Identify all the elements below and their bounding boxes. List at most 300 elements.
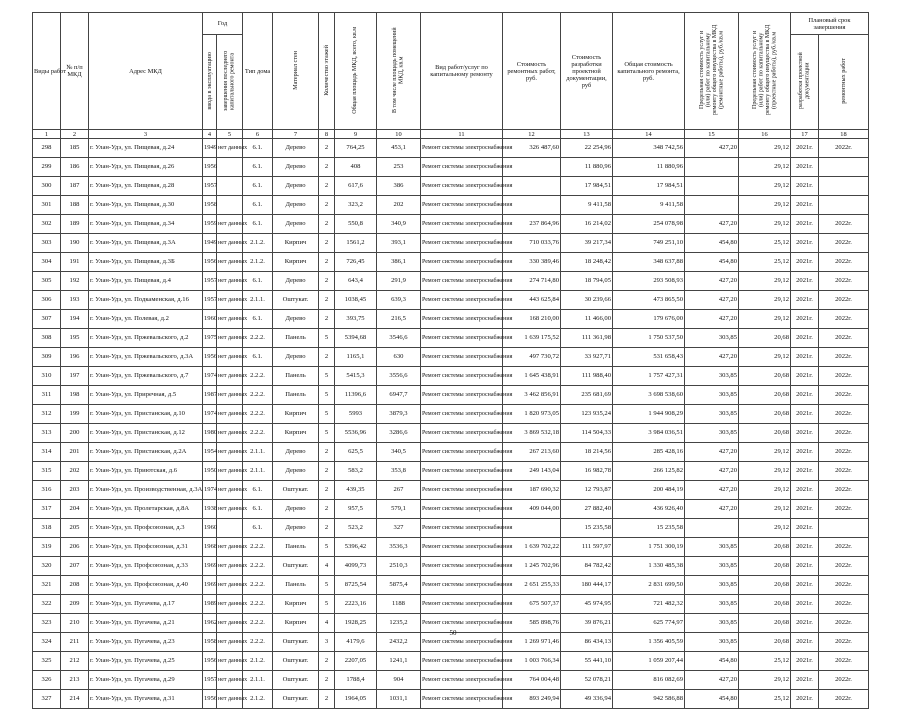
premises-area-cell: 3286,6 — [377, 424, 421, 443]
design-cost-cell: 16 214,02 — [561, 215, 613, 234]
address-cell: г. Улан-Удэ, ул. Пугачева, д.31 — [89, 690, 203, 709]
deadline-design-cell: 2021г. — [791, 367, 819, 386]
header-limit-design: Предельная стоимость услуг и (или) работ по капитальному ремонту общего имущества в МКД (проектные работы), руб./кв.м — [739, 13, 791, 130]
deadline-design-cell: 2021г. — [791, 329, 819, 348]
total-cost-cell: 1 330 485,38 — [613, 557, 685, 576]
wall-material-cell: Дерево — [273, 519, 319, 538]
limit-repair-cell: 454,80 — [685, 234, 739, 253]
limit-design-cell: 20,68 — [739, 367, 791, 386]
limit-design-cell: 29,12 — [739, 310, 791, 329]
wall-material-cell: Оштукат. — [273, 652, 319, 671]
floors-cell: 2 — [319, 310, 335, 329]
year-built-cell: 1950 — [203, 462, 217, 481]
last-repair-cell: нет данных — [217, 595, 243, 614]
repair-cost-cell: 409 044,00 — [503, 500, 561, 519]
premises-area-cell: 6947,7 — [377, 386, 421, 405]
limit-repair-cell: 427,20 — [685, 481, 739, 500]
table-row — [33, 291, 869, 310]
limit-repair-cell — [685, 196, 739, 215]
work-type-cell: 308 — [33, 329, 61, 348]
repair-cost-cell: 497 730,72 — [503, 348, 561, 367]
year-built-cell: 1956 — [203, 158, 217, 177]
repair-cost-cell: 326 487,60 — [503, 139, 561, 158]
last-repair-cell: нет данных — [217, 405, 243, 424]
address-cell: г. Улан-Удэ, ул. Пищевая, д.26 — [89, 158, 203, 177]
limit-repair-cell: 427,20 — [685, 291, 739, 310]
work-kind-cell: Ремонт системы электроснабжения — [421, 310, 503, 329]
premises-area-cell: 340,5 — [377, 443, 421, 462]
design-cost-cell: 18 248,42 — [561, 253, 613, 272]
limit-design-cell: 29,12 — [739, 158, 791, 177]
last-repair-cell: нет данных — [217, 576, 243, 595]
deadline-design-cell: 2021г. — [791, 177, 819, 196]
header-total-area: Общая площадь МКД, всего, кв.м — [335, 13, 377, 130]
address-cell: г. Улан-Удэ, ул. Пристанская, д.10 — [89, 405, 203, 424]
mkd-number-cell: 210 — [61, 614, 89, 633]
total-cost-cell: 1 944 908,29 — [613, 405, 685, 424]
total-area-cell: 2207,05 — [335, 652, 377, 671]
deadline-repair-cell: 2022г. — [819, 367, 869, 386]
header-address: Адрес МКД — [89, 13, 203, 130]
total-area-cell: 1038,45 — [335, 291, 377, 310]
deadline-design-cell: 2021г. — [791, 348, 819, 367]
capital-repair-table — [32, 12, 869, 709]
total-cost-cell: 1 750 537,50 — [613, 329, 685, 348]
table-row — [33, 595, 869, 614]
mkd-number-cell: 211 — [61, 633, 89, 652]
limit-design-cell: 29,12 — [739, 139, 791, 158]
header-plan-deadline: Плановый срок завершения — [791, 13, 869, 35]
limit-repair-cell: 303,85 — [685, 386, 739, 405]
floors-cell: 4 — [319, 614, 335, 633]
mkd-number-cell: 186 — [61, 158, 89, 177]
limit-design-cell: 29,12 — [739, 215, 791, 234]
work-type-cell: 314 — [33, 443, 61, 462]
year-built-cell: 1938 — [203, 500, 217, 519]
work-kind-cell: Ремонт системы электроснабжения — [421, 234, 503, 253]
year-built-cell: 1957 — [203, 272, 217, 291]
house-type-cell: 6.1. — [243, 310, 273, 329]
deadline-repair-cell: 2022г. — [819, 595, 869, 614]
mkd-number-cell: 200 — [61, 424, 89, 443]
premises-area-cell: 340,9 — [377, 215, 421, 234]
column-number: 2 — [61, 130, 89, 139]
header-deadline-repair: ремонтных работ — [819, 35, 869, 130]
header-work-kind: Вид работ/услуг по капитальному ремонту — [421, 13, 503, 130]
house-type-cell: 6.1. — [243, 519, 273, 538]
floors-cell: 2 — [319, 443, 335, 462]
total-cost-cell: 531 658,43 — [613, 348, 685, 367]
year-built-cell: 1962 — [203, 614, 217, 633]
address-cell: г. Улан-Удэ, ул. Пржевальского, д.7 — [89, 367, 203, 386]
year-built-cell: 1949 — [203, 139, 217, 158]
floors-cell: 2 — [319, 519, 335, 538]
mkd-number-cell: 208 — [61, 576, 89, 595]
table-row — [33, 576, 869, 595]
floors-cell: 2 — [319, 291, 335, 310]
house-type-cell: 2.2.2. — [243, 633, 273, 652]
floors-cell: 2 — [319, 234, 335, 253]
last-repair-cell: нет данных — [217, 671, 243, 690]
work-type-cell: 323 — [33, 614, 61, 633]
table-row — [33, 690, 869, 709]
total-area-cell: 1561,2 — [335, 234, 377, 253]
table-row — [33, 424, 869, 443]
total-cost-cell: 1 757 427,31 — [613, 367, 685, 386]
deadline-design-cell: 2021г. — [791, 272, 819, 291]
wall-material-cell: Кирпич — [273, 614, 319, 633]
work-kind-cell: Ремонт системы электроснабжения — [421, 196, 503, 215]
address-cell: г. Улан-Удэ, ул. Пугачева, д.21 — [89, 614, 203, 633]
total-area-cell: 439,35 — [335, 481, 377, 500]
total-area-cell: 1928,25 — [335, 614, 377, 633]
address-cell: г. Улан-Удэ, ул. Пристанская, д.12 — [89, 424, 203, 443]
work-type-cell: 326 — [33, 671, 61, 690]
repair-cost-cell: 237 864,96 — [503, 215, 561, 234]
total-cost-cell: 1 356 405,59 — [613, 633, 685, 652]
house-type-cell: 2.2.2. — [243, 405, 273, 424]
repair-cost-cell: 710 033,76 — [503, 234, 561, 253]
deadline-design-cell: 2021г. — [791, 633, 819, 652]
address-cell: г. Улан-Удэ, ул. Профсоюзная, д.40 — [89, 576, 203, 595]
column-number: 4 — [203, 130, 217, 139]
deadline-design-cell: 2021г. — [791, 557, 819, 576]
address-cell: г. Улан-Удэ, ул. Пищевая, д.34 — [89, 215, 203, 234]
deadline-design-cell: 2021г. — [791, 196, 819, 215]
column-number: 14 — [613, 130, 685, 139]
limit-design-cell: 25,12 — [739, 690, 791, 709]
total-area-cell: 1165,1 — [335, 348, 377, 367]
repair-cost-cell: 1 645 438,91 — [503, 367, 561, 386]
premises-area-cell: 2432,2 — [377, 633, 421, 652]
year-built-cell: 1954 — [203, 443, 217, 462]
premises-area-cell: 1188 — [377, 595, 421, 614]
design-cost-cell: 30 239,66 — [561, 291, 613, 310]
address-cell: г. Улан-Удэ, ул. Приютская, д.6 — [89, 462, 203, 481]
last-repair-cell: нет данных — [217, 367, 243, 386]
address-cell: г. Улан-Удэ, ул. Пугачева, д.17 — [89, 595, 203, 614]
deadline-design-cell: 2021г. — [791, 215, 819, 234]
design-cost-cell: 52 078,21 — [561, 671, 613, 690]
total-cost-cell: 11 880,96 — [613, 158, 685, 177]
floors-cell: 5 — [319, 405, 335, 424]
design-cost-cell: 114 504,33 — [561, 424, 613, 443]
work-type-cell: 318 — [33, 519, 61, 538]
design-cost-cell: 9 411,58 — [561, 196, 613, 215]
wall-material-cell: Кирпич — [273, 234, 319, 253]
wall-material-cell: Оштукат. — [273, 481, 319, 500]
column-number-row — [33, 130, 869, 139]
header-deadline-design: разработки проектной документации — [791, 35, 819, 130]
limit-repair-cell: 303,85 — [685, 405, 739, 424]
last-repair-cell: нет данных — [217, 557, 243, 576]
repair-cost-cell: 675 507,37 — [503, 595, 561, 614]
table-row — [33, 557, 869, 576]
work-type-cell: 325 — [33, 652, 61, 671]
deadline-repair-cell: 2022г. — [819, 671, 869, 690]
work-kind-cell: Ремонт системы электроснабжения — [421, 348, 503, 367]
deadline-repair-cell: 2022г. — [819, 462, 869, 481]
repair-cost-cell: 330 389,46 — [503, 253, 561, 272]
work-kind-cell: Ремонт системы электроснабжения — [421, 291, 503, 310]
table-row — [33, 405, 869, 424]
work-kind-cell: Ремонт системы электроснабжения — [421, 405, 503, 424]
design-cost-cell: 11 880,96 — [561, 158, 613, 177]
header-year-last-repair: завершения последнего капитального ремонта — [217, 35, 243, 130]
column-number: 12 — [503, 130, 561, 139]
header-year-group: Год — [203, 13, 243, 35]
total-cost-cell: 1 059 207,44 — [613, 652, 685, 671]
deadline-design-cell: 2021г. — [791, 158, 819, 177]
total-area-cell: 5396,42 — [335, 538, 377, 557]
work-kind-cell: Ремонт системы электроснабжения — [421, 614, 503, 633]
wall-material-cell: Дерево — [273, 500, 319, 519]
work-kind-cell: Ремонт системы электроснабжения — [421, 633, 503, 652]
last-repair-cell: нет данных — [217, 538, 243, 557]
deadline-repair-cell: 2022г. — [819, 386, 869, 405]
work-type-cell: 298 — [33, 139, 61, 158]
total-area-cell: 957,5 — [335, 500, 377, 519]
total-area-cell: 408 — [335, 158, 377, 177]
address-cell: г. Улан-Удэ, ул. Пищевая, д.3Б — [89, 253, 203, 272]
premises-area-cell: 579,1 — [377, 500, 421, 519]
last-repair-cell — [217, 177, 243, 196]
deadline-repair-cell: 2022г. — [819, 633, 869, 652]
deadline-repair-cell: 2022г. — [819, 291, 869, 310]
repair-cost-cell: 893 249,94 — [503, 690, 561, 709]
work-kind-cell: Ремонт системы электроснабжения — [421, 671, 503, 690]
repair-cost-cell: 267 213,60 — [503, 443, 561, 462]
work-kind-cell: Ремонт системы электроснабжения — [421, 329, 503, 348]
deadline-design-cell: 2021г. — [791, 462, 819, 481]
table-row — [33, 196, 869, 215]
work-kind-cell: Ремонт системы электроснабжения — [421, 576, 503, 595]
total-cost-cell: 348 637,88 — [613, 253, 685, 272]
premises-area-cell: 327 — [377, 519, 421, 538]
address-cell: г. Улан-Удэ, ул. Пугачева, д.29 — [89, 671, 203, 690]
address-cell: г. Улан-Удэ, ул. Пищевая, д.4 — [89, 272, 203, 291]
design-cost-cell: 27 882,40 — [561, 500, 613, 519]
total-area-cell: 1788,4 — [335, 671, 377, 690]
limit-design-cell: 29,12 — [739, 671, 791, 690]
address-cell: г. Улан-Удэ, ул. Пищевая, д.30 — [89, 196, 203, 215]
design-cost-cell: 39 217,34 — [561, 234, 613, 253]
limit-design-cell: 20,68 — [739, 329, 791, 348]
last-repair-cell: нет данных — [217, 652, 243, 671]
total-area-cell: 5415,3 — [335, 367, 377, 386]
column-number: 17 — [791, 130, 819, 139]
limit-repair-cell: 303,85 — [685, 557, 739, 576]
work-type-cell: 327 — [33, 690, 61, 709]
year-built-cell: 1974 — [203, 405, 217, 424]
last-repair-cell: нет данных — [217, 481, 243, 500]
column-number: 9 — [335, 130, 377, 139]
mkd-number-cell: 214 — [61, 690, 89, 709]
premises-area-cell: 253 — [377, 158, 421, 177]
last-repair-cell: нет данных — [217, 215, 243, 234]
wall-material-cell: Дерево — [273, 272, 319, 291]
limit-repair-cell: 303,85 — [685, 633, 739, 652]
design-cost-cell: 86 434,13 — [561, 633, 613, 652]
column-number: 11 — [421, 130, 503, 139]
column-number: 3 — [89, 130, 203, 139]
floors-cell: 5 — [319, 595, 335, 614]
design-cost-cell: 12 793,87 — [561, 481, 613, 500]
wall-material-cell: Дерево — [273, 196, 319, 215]
year-built-cell: 1958 — [203, 633, 217, 652]
work-type-cell: 305 — [33, 272, 61, 291]
year-built-cell: 1956 — [203, 253, 217, 272]
wall-material-cell: Дерево — [273, 139, 319, 158]
floors-cell: 2 — [319, 462, 335, 481]
last-repair-cell: нет данных — [217, 272, 243, 291]
last-repair-cell: нет данных — [217, 291, 243, 310]
header-mkd-number: № п/п МКД — [61, 13, 89, 130]
deadline-repair-cell: 2022г. — [819, 652, 869, 671]
limit-design-cell: 29,12 — [739, 500, 791, 519]
address-cell: г. Улан-Удэ, ул. Производственная, д.3А — [89, 481, 203, 500]
mkd-number-cell: 209 — [61, 595, 89, 614]
last-repair-cell: нет данных — [217, 424, 243, 443]
limit-design-cell: 20,68 — [739, 633, 791, 652]
wall-material-cell: Дерево — [273, 310, 319, 329]
deadline-design-cell: 2021г. — [791, 443, 819, 462]
mkd-number-cell: 198 — [61, 386, 89, 405]
total-area-cell: 643,4 — [335, 272, 377, 291]
limit-repair-cell: 427,20 — [685, 443, 739, 462]
premises-area-cell: 453,1 — [377, 139, 421, 158]
wall-material-cell: Кирпич — [273, 424, 319, 443]
deadline-repair-cell: 2022г. — [819, 215, 869, 234]
header-total-cost: Общая стоимость капитального ремонта, руб. — [613, 13, 685, 130]
total-area-cell: 11396,6 — [335, 386, 377, 405]
design-cost-cell: 15 235,58 — [561, 519, 613, 538]
premises-area-cell: 216,5 — [377, 310, 421, 329]
total-cost-cell: 625 774,97 — [613, 614, 685, 633]
house-type-cell: 2.2.2. — [243, 576, 273, 595]
floors-cell: 2 — [319, 196, 335, 215]
deadline-design-cell: 2021г. — [791, 614, 819, 633]
wall-material-cell: Кирпич — [273, 595, 319, 614]
floors-cell: 2 — [319, 139, 335, 158]
design-cost-cell: 11 466,00 — [561, 310, 613, 329]
limit-design-cell: 20,68 — [739, 424, 791, 443]
limit-repair-cell: 303,85 — [685, 538, 739, 557]
floors-cell: 5 — [319, 329, 335, 348]
work-kind-cell: Ремонт системы электроснабжения — [421, 386, 503, 405]
limit-design-cell: 20,68 — [739, 576, 791, 595]
design-cost-cell: 180 444,17 — [561, 576, 613, 595]
floors-cell: 5 — [319, 576, 335, 595]
header-limit-repair: Предельная стоимость услуг и (или) работ по капитальному ремонту общего имущества в МКД (ремонтные работы), руб./кв.м — [685, 13, 739, 130]
limit-repair-cell — [685, 158, 739, 177]
premises-area-cell: 353,8 — [377, 462, 421, 481]
house-type-cell: 6.1. — [243, 500, 273, 519]
column-number: 8 — [319, 130, 335, 139]
work-type-cell: 309 — [33, 348, 61, 367]
house-type-cell: 2.2.2. — [243, 367, 273, 386]
repair-cost-cell: 2 651 255,33 — [503, 576, 561, 595]
wall-material-cell: Дерево — [273, 177, 319, 196]
address-cell: г. Улан-Удэ, ул. Пристанская, д.2А — [89, 443, 203, 462]
address-cell: г. Улан-Удэ, ул. Пролетарская, д.8А — [89, 500, 203, 519]
last-repair-cell: нет данных — [217, 386, 243, 405]
work-type-cell: 320 — [33, 557, 61, 576]
total-cost-cell: 436 926,40 — [613, 500, 685, 519]
year-built-cell: 1960 — [203, 310, 217, 329]
limit-repair-cell — [685, 519, 739, 538]
repair-cost-cell: 274 714,80 — [503, 272, 561, 291]
deadline-repair-cell — [819, 158, 869, 177]
work-kind-cell: Ремонт системы электроснабжения — [421, 253, 503, 272]
table-row — [33, 538, 869, 557]
table-row — [33, 443, 869, 462]
last-repair-cell — [217, 158, 243, 177]
deadline-repair-cell: 2022г. — [819, 538, 869, 557]
limit-design-cell: 29,12 — [739, 177, 791, 196]
deadline-design-cell: 2021г. — [791, 405, 819, 424]
mkd-number-cell: 190 — [61, 234, 89, 253]
column-number: 15 — [685, 130, 739, 139]
work-type-cell: 307 — [33, 310, 61, 329]
deadline-design-cell: 2021г. — [791, 595, 819, 614]
work-type-cell: 310 — [33, 367, 61, 386]
house-type-cell: 6.1. — [243, 196, 273, 215]
deadline-repair-cell: 2022г. — [819, 405, 869, 424]
limit-repair-cell: 303,85 — [685, 329, 739, 348]
last-repair-cell — [217, 196, 243, 215]
house-type-cell: 2.2.2. — [243, 557, 273, 576]
total-cost-cell: 254 078,98 — [613, 215, 685, 234]
limit-design-cell: 25,12 — [739, 253, 791, 272]
total-cost-cell: 749 251,10 — [613, 234, 685, 253]
floors-cell: 2 — [319, 253, 335, 272]
repair-cost-cell: 585 898,76 — [503, 614, 561, 633]
design-cost-cell: 17 984,51 — [561, 177, 613, 196]
page-number: 50 — [449, 629, 457, 637]
mkd-number-cell: 189 — [61, 215, 89, 234]
floors-cell: 5 — [319, 424, 335, 443]
total-area-cell: 726,45 — [335, 253, 377, 272]
limit-repair-cell: 427,20 — [685, 310, 739, 329]
house-type-cell: 2.1.2. — [243, 652, 273, 671]
deadline-design-cell: 2021г. — [791, 519, 819, 538]
premises-area-cell: 5875,4 — [377, 576, 421, 595]
column-number: 18 — [819, 130, 869, 139]
house-type-cell: 6.1. — [243, 481, 273, 500]
work-kind-cell: Ремонт системы электроснабжения — [421, 139, 503, 158]
work-kind-cell: Ремонт системы электроснабжения — [421, 481, 503, 500]
premises-area-cell: 2510,3 — [377, 557, 421, 576]
limit-repair-cell: 454,80 — [685, 652, 739, 671]
year-built-cell: 1957 — [203, 291, 217, 310]
premises-area-cell: 630 — [377, 348, 421, 367]
deadline-design-cell: 2021г. — [791, 671, 819, 690]
total-cost-cell: 942 586,88 — [613, 690, 685, 709]
address-cell: г. Улан-Удэ, ул. Пржевальского, д.3А — [89, 348, 203, 367]
deadline-repair-cell: 2022г. — [819, 272, 869, 291]
table-row — [33, 329, 869, 348]
repair-cost-cell: 1 820 973,05 — [503, 405, 561, 424]
mkd-number-cell: 199 — [61, 405, 89, 424]
work-type-cell: 319 — [33, 538, 61, 557]
house-type-cell: 6.1. — [243, 348, 273, 367]
table-row — [33, 253, 869, 272]
header-house-type: Тип дома — [243, 13, 273, 130]
deadline-repair-cell: 2022г. — [819, 329, 869, 348]
repair-cost-cell: 249 143,04 — [503, 462, 561, 481]
address-cell: г. Улан-Удэ, ул. Профсоюзная, д.31 — [89, 538, 203, 557]
